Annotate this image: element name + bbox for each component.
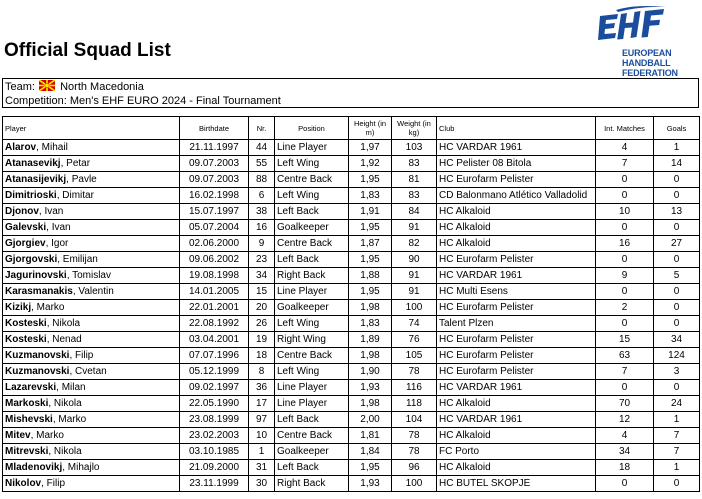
club-cell: FC Porto bbox=[437, 444, 596, 460]
position-cell: Left Wing bbox=[275, 156, 349, 172]
position-cell: Left Back bbox=[275, 412, 349, 428]
goals-cell: 3 bbox=[654, 364, 700, 380]
club-cell: CD Balonmano Atlético Valladolid bbox=[437, 188, 596, 204]
position-cell: Right Wing bbox=[275, 332, 349, 348]
player-surname: Galevski bbox=[5, 222, 47, 233]
player-cell bbox=[3, 172, 180, 188]
player-first-name: , Nikola bbox=[48, 398, 82, 409]
goals-cell: 0 bbox=[654, 476, 700, 492]
player-surname: Atanasijevikj bbox=[5, 174, 67, 185]
competition-name: Men's EHF EURO 2024 - Final Tournament bbox=[69, 95, 281, 107]
player-surname: Mishevski bbox=[5, 414, 53, 425]
int-matches-cell: 0 bbox=[596, 476, 654, 492]
weight-cell: 91 bbox=[392, 284, 437, 300]
int-matches-cell: 0 bbox=[596, 220, 654, 236]
goals-cell: 1 bbox=[654, 140, 700, 156]
int-matches-cell: 63 bbox=[596, 348, 654, 364]
table-row bbox=[3, 172, 700, 188]
weight-cell: 96 bbox=[392, 460, 437, 476]
weight-cell: 118 bbox=[392, 396, 437, 412]
birthdate-cell: 21.09.2000 bbox=[180, 460, 249, 476]
weight-cell: 76 bbox=[392, 332, 437, 348]
height-cell: 1,95 bbox=[349, 220, 392, 236]
col-birthdate: Birthdate bbox=[180, 117, 249, 140]
int-matches-cell: 7 bbox=[596, 156, 654, 172]
table-row bbox=[3, 460, 700, 476]
table-row bbox=[3, 428, 700, 444]
height-cell: 1,87 bbox=[349, 236, 392, 252]
team-line bbox=[5, 80, 696, 94]
position-cell: Left Wing bbox=[275, 316, 349, 332]
player-cell bbox=[3, 332, 180, 348]
player-cell bbox=[3, 428, 180, 444]
player-surname: Mitrevski bbox=[5, 446, 49, 457]
birthdate-cell: 23.08.1999 bbox=[180, 412, 249, 428]
player-cell bbox=[3, 300, 180, 316]
table-row bbox=[3, 444, 700, 460]
club-cell: HC Multi Esens bbox=[437, 284, 596, 300]
int-matches-cell: 0 bbox=[596, 188, 654, 204]
player-cell bbox=[3, 348, 180, 364]
club-cell: HC Pelister 08 Bitola bbox=[437, 156, 596, 172]
player-surname: Mitev bbox=[5, 430, 31, 441]
col-position: Position bbox=[275, 117, 349, 140]
player-surname: Nikolov bbox=[5, 478, 42, 489]
number-cell: 30 bbox=[249, 476, 275, 492]
position-cell: Centre Back bbox=[275, 172, 349, 188]
player-first-name: , Marko bbox=[52, 414, 87, 425]
club-cell: HC VARDAR 1961 bbox=[437, 412, 596, 428]
height-cell: 1,90 bbox=[349, 364, 392, 380]
weight-cell: 91 bbox=[392, 220, 437, 236]
goals-cell: 0 bbox=[654, 380, 700, 396]
goals-cell: 13 bbox=[654, 204, 700, 220]
weight-cell: 100 bbox=[392, 300, 437, 316]
col-nr: Nr. bbox=[249, 117, 275, 140]
int-matches-cell: 2 bbox=[596, 300, 654, 316]
height-cell: 1,84 bbox=[349, 444, 392, 460]
number-cell: 26 bbox=[249, 316, 275, 332]
player-cell bbox=[3, 252, 180, 268]
goals-cell: 24 bbox=[654, 396, 700, 412]
height-cell: 1,88 bbox=[349, 268, 392, 284]
weight-cell: 90 bbox=[392, 252, 437, 268]
weight-cell: 78 bbox=[392, 428, 437, 444]
club-cell: HC VARDAR 1961 bbox=[437, 268, 596, 284]
player-first-name: , Tomislav bbox=[66, 270, 111, 281]
number-cell: 23 bbox=[249, 252, 275, 268]
int-matches-cell: 12 bbox=[596, 412, 654, 428]
club-cell: HC Alkaloid bbox=[437, 428, 596, 444]
player-surname: Kosteski bbox=[5, 334, 47, 345]
weight-cell: 83 bbox=[392, 188, 437, 204]
number-cell: 17 bbox=[249, 396, 275, 412]
birthdate-cell: 22.01.2001 bbox=[180, 300, 249, 316]
table-row bbox=[3, 396, 700, 412]
int-matches-cell: 4 bbox=[596, 428, 654, 444]
position-cell: Left Wing bbox=[275, 188, 349, 204]
col-club: Club bbox=[437, 117, 596, 140]
player-cell bbox=[3, 380, 180, 396]
number-cell: 19 bbox=[249, 332, 275, 348]
goals-cell: 14 bbox=[654, 156, 700, 172]
competition-line bbox=[5, 94, 696, 108]
height-cell: 1,97 bbox=[349, 140, 392, 156]
player-cell bbox=[3, 236, 180, 252]
position-cell: Line Player bbox=[275, 284, 349, 300]
position-cell: Centre Back bbox=[275, 236, 349, 252]
club-cell: HC Eurofarm Pelister bbox=[437, 332, 596, 348]
player-cell bbox=[3, 284, 180, 300]
player-cell bbox=[3, 268, 180, 284]
number-cell: 10 bbox=[249, 428, 275, 444]
position-cell: Line Player bbox=[275, 396, 349, 412]
number-cell: 31 bbox=[249, 460, 275, 476]
birthdate-cell: 09.02.1997 bbox=[180, 380, 249, 396]
table-row bbox=[3, 140, 700, 156]
number-cell: 36 bbox=[249, 380, 275, 396]
int-matches-cell: 34 bbox=[596, 444, 654, 460]
weight-cell: 91 bbox=[392, 268, 437, 284]
goals-cell: 1 bbox=[654, 412, 700, 428]
player-surname: Mladenovikj bbox=[5, 462, 63, 473]
int-matches-cell: 0 bbox=[596, 380, 654, 396]
position-cell: Left Back bbox=[275, 460, 349, 476]
club-cell: HC Eurofarm Pelister bbox=[437, 252, 596, 268]
weight-cell: 116 bbox=[392, 380, 437, 396]
table-row bbox=[3, 284, 700, 300]
goals-cell: 34 bbox=[654, 332, 700, 348]
player-surname: Karasmanakis bbox=[5, 286, 73, 297]
player-first-name: , Dimitar bbox=[56, 190, 94, 201]
int-matches-cell: 15 bbox=[596, 332, 654, 348]
number-cell: 6 bbox=[249, 188, 275, 204]
ehf-tagline: EUROPEAN HANDBALL FEDERATION bbox=[622, 48, 678, 78]
int-matches-cell: 70 bbox=[596, 396, 654, 412]
weight-cell: 83 bbox=[392, 156, 437, 172]
int-matches-cell: 0 bbox=[596, 172, 654, 188]
player-first-name: , Cvetan bbox=[69, 366, 107, 377]
position-cell: Centre Back bbox=[275, 348, 349, 364]
player-surname: Lazarevski bbox=[5, 382, 57, 393]
table-row bbox=[3, 300, 700, 316]
club-cell: HC Alkaloid bbox=[437, 236, 596, 252]
birthdate-cell: 15.07.1997 bbox=[180, 204, 249, 220]
height-cell: 1,89 bbox=[349, 332, 392, 348]
goals-cell: 0 bbox=[654, 316, 700, 332]
goals-cell: 0 bbox=[654, 188, 700, 204]
player-surname: Kuzmanovski bbox=[5, 366, 70, 377]
table-row bbox=[3, 364, 700, 380]
player-surname: Gjorgovski bbox=[5, 254, 58, 265]
position-cell: Left Wing bbox=[275, 364, 349, 380]
birthdate-cell: 05.07.2004 bbox=[180, 220, 249, 236]
position-cell: Line Player bbox=[275, 140, 349, 156]
height-cell: 1,81 bbox=[349, 428, 392, 444]
club-cell: HC Alkaloid bbox=[437, 396, 596, 412]
height-cell: 1,93 bbox=[349, 380, 392, 396]
position-cell: Right Back bbox=[275, 268, 349, 284]
position-cell: Right Back bbox=[275, 476, 349, 492]
player-surname: Djonov bbox=[5, 206, 39, 217]
position-cell: Goalkeeper bbox=[275, 220, 349, 236]
number-cell: 16 bbox=[249, 220, 275, 236]
birthdate-cell: 07.07.1996 bbox=[180, 348, 249, 364]
weight-cell: 104 bbox=[392, 412, 437, 428]
number-cell: 88 bbox=[249, 172, 275, 188]
int-matches-cell: 16 bbox=[596, 236, 654, 252]
table-row bbox=[3, 204, 700, 220]
height-cell: 1,95 bbox=[349, 284, 392, 300]
club-cell: Talent Plzen bbox=[437, 316, 596, 332]
number-cell: 15 bbox=[249, 284, 275, 300]
number-cell: 44 bbox=[249, 140, 275, 156]
col-weight: Weight (in kg) bbox=[392, 117, 437, 140]
club-cell: HC BUTEL SKOPJE bbox=[437, 476, 596, 492]
weight-cell: 100 bbox=[392, 476, 437, 492]
height-cell: 1,95 bbox=[349, 460, 392, 476]
int-matches-cell: 4 bbox=[596, 140, 654, 156]
goals-cell: 0 bbox=[654, 172, 700, 188]
weight-cell: 78 bbox=[392, 444, 437, 460]
player-first-name: , Milan bbox=[56, 382, 86, 393]
weight-cell: 84 bbox=[392, 204, 437, 220]
position-cell: Goalkeeper bbox=[275, 300, 349, 316]
col-height: Height (in m) bbox=[349, 117, 392, 140]
int-matches-cell: 10 bbox=[596, 204, 654, 220]
goals-cell: 0 bbox=[654, 284, 700, 300]
position-cell: Centre Back bbox=[275, 428, 349, 444]
birthdate-cell: 09.06.2002 bbox=[180, 252, 249, 268]
player-cell bbox=[3, 220, 180, 236]
player-cell bbox=[3, 412, 180, 428]
goals-cell: 5 bbox=[654, 268, 700, 284]
squad-table bbox=[2, 116, 700, 492]
player-cell bbox=[3, 140, 180, 156]
position-cell: Goalkeeper bbox=[275, 444, 349, 460]
int-matches-cell: 9 bbox=[596, 268, 654, 284]
birthdate-cell: 21.11.1997 bbox=[180, 140, 249, 156]
col-int-matches: Int. Matches bbox=[596, 117, 654, 140]
position-cell: Left Back bbox=[275, 252, 349, 268]
player-cell bbox=[3, 396, 180, 412]
player-cell bbox=[3, 460, 180, 476]
player-first-name: , Marko bbox=[30, 430, 64, 441]
player-cell bbox=[3, 156, 180, 172]
table-row bbox=[3, 412, 700, 428]
player-first-name: , Igor bbox=[45, 238, 69, 249]
player-first-name: , Pavle bbox=[66, 174, 97, 185]
height-cell: 1,92 bbox=[349, 156, 392, 172]
birthdate-cell: 22.08.1992 bbox=[180, 316, 249, 332]
number-cell: 8 bbox=[249, 364, 275, 380]
club-cell: HC Alkaloid bbox=[437, 460, 596, 476]
player-surname: Dimitrioski bbox=[5, 190, 57, 201]
table-row bbox=[3, 220, 700, 236]
birthdate-cell: 22.05.1990 bbox=[180, 396, 249, 412]
height-cell: 1,95 bbox=[349, 252, 392, 268]
player-first-name: , Petar bbox=[60, 158, 91, 169]
player-first-name: , Ivan bbox=[38, 206, 64, 217]
table-row bbox=[3, 476, 700, 492]
ehf-logo-icon bbox=[596, 6, 668, 46]
goals-cell: 7 bbox=[654, 428, 700, 444]
table-row bbox=[3, 332, 700, 348]
goals-cell: 7 bbox=[654, 444, 700, 460]
birthdate-cell: 09.07.2003 bbox=[180, 172, 249, 188]
player-first-name: , Nenad bbox=[46, 334, 82, 345]
goals-cell: 0 bbox=[654, 252, 700, 268]
player-first-name: , Nikola bbox=[46, 318, 81, 329]
north-macedonia-flag-icon bbox=[39, 80, 55, 91]
height-cell: 1,95 bbox=[349, 172, 392, 188]
player-cell bbox=[3, 364, 180, 380]
height-cell: 1,83 bbox=[349, 316, 392, 332]
table-row bbox=[3, 268, 700, 284]
int-matches-cell: 18 bbox=[596, 460, 654, 476]
weight-cell: 82 bbox=[392, 236, 437, 252]
player-surname: Atanasevikj bbox=[5, 158, 61, 169]
birthdate-cell: 16.02.1998 bbox=[180, 188, 249, 204]
player-first-name: , Emilijan bbox=[57, 254, 98, 265]
number-cell: 38 bbox=[249, 204, 275, 220]
position-cell: Line Player bbox=[275, 380, 349, 396]
height-cell: 1,98 bbox=[349, 396, 392, 412]
player-first-name: , Ivan bbox=[46, 222, 71, 233]
squad-table-body bbox=[3, 140, 700, 492]
birthdate-cell: 03.10.1985 bbox=[180, 444, 249, 460]
height-cell: 1,91 bbox=[349, 204, 392, 220]
height-cell: 1,98 bbox=[349, 300, 392, 316]
player-cell bbox=[3, 316, 180, 332]
number-cell: 9 bbox=[249, 236, 275, 252]
goals-cell: 0 bbox=[654, 220, 700, 236]
goals-cell: 0 bbox=[654, 300, 700, 316]
player-first-name: , Filip bbox=[69, 350, 94, 361]
goals-cell: 27 bbox=[654, 236, 700, 252]
number-cell: 34 bbox=[249, 268, 275, 284]
table-header-row bbox=[3, 117, 700, 140]
competition-label: Competition: bbox=[5, 95, 67, 107]
player-surname: Kuzmanovski bbox=[5, 350, 70, 361]
birthdate-cell: 19.08.1998 bbox=[180, 268, 249, 284]
table-row bbox=[3, 252, 700, 268]
team-label: Team: bbox=[5, 81, 35, 93]
number-cell: 18 bbox=[249, 348, 275, 364]
player-first-name: , Valentin bbox=[72, 286, 114, 297]
weight-cell: 74 bbox=[392, 316, 437, 332]
table-row bbox=[3, 380, 700, 396]
weight-cell: 78 bbox=[392, 364, 437, 380]
team-name: North Macedonia bbox=[60, 81, 144, 93]
position-cell: Left Back bbox=[275, 204, 349, 220]
birthdate-cell: 23.11.1999 bbox=[180, 476, 249, 492]
number-cell: 20 bbox=[249, 300, 275, 316]
birthdate-cell: 23.02.2003 bbox=[180, 428, 249, 444]
birthdate-cell: 14.01.2005 bbox=[180, 284, 249, 300]
int-matches-cell: 7 bbox=[596, 364, 654, 380]
player-surname: Alarov bbox=[5, 142, 37, 153]
player-cell bbox=[3, 188, 180, 204]
player-cell bbox=[3, 444, 180, 460]
player-first-name: , Filip bbox=[41, 478, 66, 489]
col-player: Player bbox=[3, 117, 180, 140]
number-cell: 55 bbox=[249, 156, 275, 172]
table-row bbox=[3, 156, 700, 172]
birthdate-cell: 09.07.2003 bbox=[180, 156, 249, 172]
player-surname: Markoski bbox=[5, 398, 49, 409]
col-goals: Goals bbox=[654, 117, 700, 140]
number-cell: 1 bbox=[249, 444, 275, 460]
club-cell: HC VARDAR 1961 bbox=[437, 140, 596, 156]
club-cell: HC VARDAR 1961 bbox=[437, 380, 596, 396]
player-first-name: , Marko bbox=[31, 302, 65, 313]
player-surname: Kizikj bbox=[5, 302, 32, 313]
player-cell bbox=[3, 204, 180, 220]
height-cell: 2,00 bbox=[349, 412, 392, 428]
ehf-logo bbox=[592, 6, 702, 78]
club-cell: HC Eurofarm Pelister bbox=[437, 364, 596, 380]
height-cell: 1,83 bbox=[349, 188, 392, 204]
club-cell: HC Eurofarm Pelister bbox=[437, 348, 596, 364]
club-cell: HC Eurofarm Pelister bbox=[437, 172, 596, 188]
player-first-name: , Nikola bbox=[48, 446, 82, 457]
birthdate-cell: 05.12.1999 bbox=[180, 364, 249, 380]
weight-cell: 103 bbox=[392, 140, 437, 156]
int-matches-cell: 0 bbox=[596, 316, 654, 332]
player-first-name: , Mihajlo bbox=[62, 462, 100, 473]
weight-cell: 105 bbox=[392, 348, 437, 364]
table-row bbox=[3, 348, 700, 364]
table-row bbox=[3, 236, 700, 252]
int-matches-cell: 0 bbox=[596, 284, 654, 300]
page-title: Official Squad List bbox=[4, 40, 171, 61]
player-first-name: , Mihail bbox=[36, 142, 68, 153]
player-surname: Kosteski bbox=[5, 318, 47, 329]
height-cell: 1,98 bbox=[349, 348, 392, 364]
player-surname: Jagurinovski bbox=[5, 270, 67, 281]
birthdate-cell: 03.04.2001 bbox=[180, 332, 249, 348]
club-cell: HC Eurofarm Pelister bbox=[437, 300, 596, 316]
club-cell: HC Alkaloid bbox=[437, 220, 596, 236]
player-cell bbox=[3, 476, 180, 492]
club-cell: HC Alkaloid bbox=[437, 204, 596, 220]
goals-cell: 1 bbox=[654, 460, 700, 476]
player-surname: Gjorgiev bbox=[5, 238, 46, 249]
number-cell: 97 bbox=[249, 412, 275, 428]
goals-cell: 124 bbox=[654, 348, 700, 364]
weight-cell: 81 bbox=[392, 172, 437, 188]
birthdate-cell: 02.06.2000 bbox=[180, 236, 249, 252]
int-matches-cell: 0 bbox=[596, 252, 654, 268]
table-row bbox=[3, 188, 700, 204]
table-row bbox=[3, 316, 700, 332]
team-info-box bbox=[2, 78, 699, 108]
height-cell: 1,93 bbox=[349, 476, 392, 492]
